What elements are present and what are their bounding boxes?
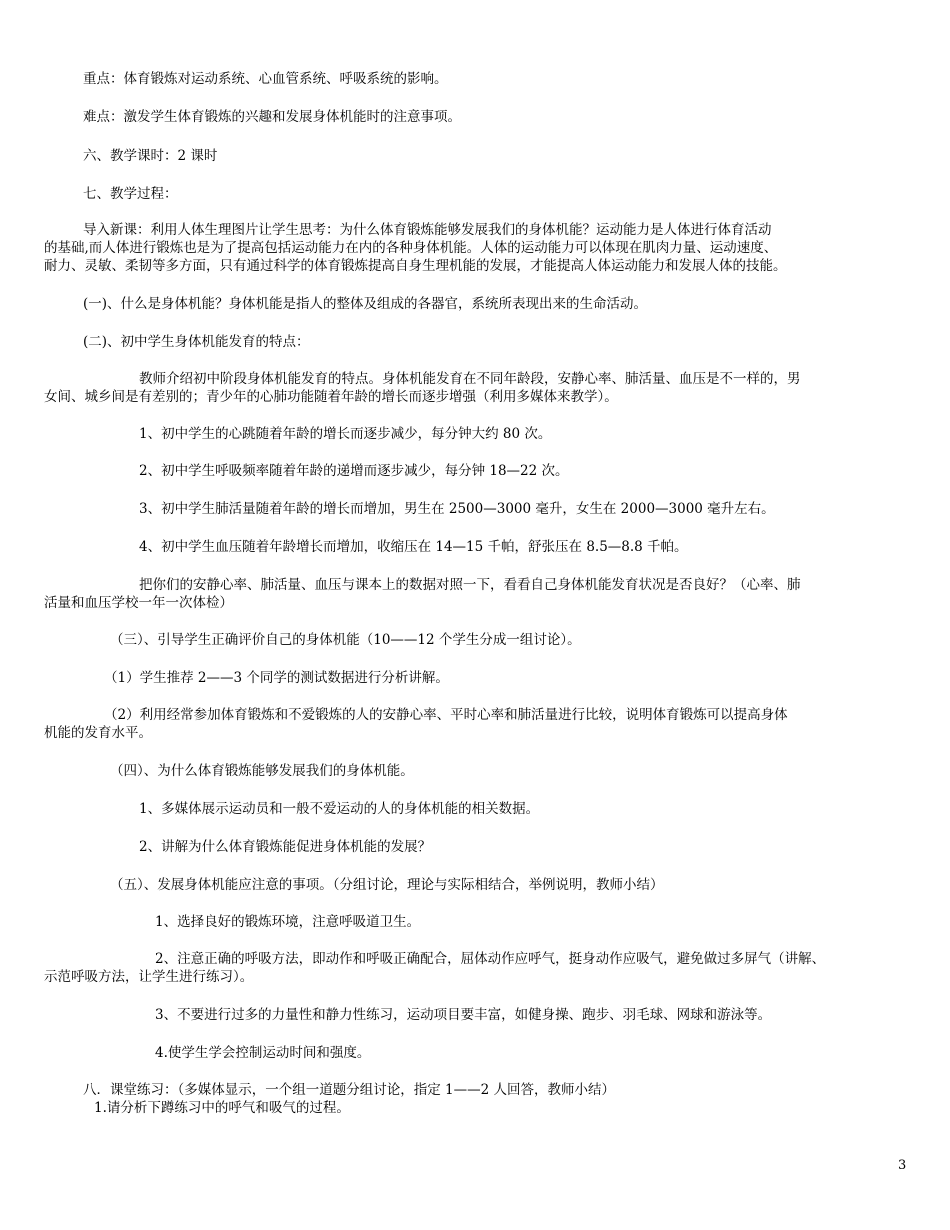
list-item: 2、注意正确的呼吸方法，即动作和呼吸正确配合，屈体动作应呼气，挺身动作应吸气，避免做过多屏气（讲解、 [155, 951, 826, 967]
text-line: 机能的发育水平。 [44, 725, 152, 741]
text-line: 女间、城乡间是有差别的；青少年的心肺功能随着年龄的增长而逐步增强（利用多媒体来教学）。 [44, 389, 618, 405]
page-number: 3 [898, 1158, 907, 1173]
list-item: 1、初中学生的心跳随着年龄的增长而逐步减少，每分钟大约 80 次。 [139, 426, 552, 442]
text-line: （2）利用经常参加体育锻炼和不爱锻炼的人的安静心率、平时心率和肺活量进行比较，说明体育锻炼可以提高身体 [104, 707, 788, 723]
list-item: 1、选择良好的锻炼环境，注意呼吸道卫生。 [155, 914, 421, 930]
text-line: （四）、为什么体育锻炼能够发展我们的身体机能。 [110, 763, 414, 779]
list-item: 3、不要进行过多的力量性和静力性练习，运动项目要丰富，如健身操、跑步、羽毛球、网球和游泳等。 [155, 1007, 772, 1023]
section-heading: 六、教学课时：2 课时 [83, 148, 218, 164]
text-line: 重点：体育锻炼对运动系统、心血管系统、呼吸系统的影响。 [83, 71, 448, 87]
text-line: （五）、发展身体机能应注意的事项。（分组讨论，理论与实际相结合，举例说明，教师小结） [110, 877, 664, 893]
list-item: 4、初中学生血压随着年龄增长而增加，收缩压在 14—15 千帕，舒张压在 8.5—8.8 千帕。 [139, 539, 688, 555]
list-item: 3、初中学生肺活量随着年龄的增长而增加，男生在 2500—3000 毫升，女生在 2000—3000 毫升左右。 [139, 501, 775, 517]
list-item: 2、讲解为什么体育锻炼能促进身体机能的发展？ [139, 839, 432, 855]
section-heading: 八．课堂练习：（多媒体显示，一个组一道题分组讨论，指定 1——2 人回答，教师小结） [83, 1082, 616, 1098]
text-line: 教师介绍初中阶段身体机能发育的特点。身体机能发育在不同年龄段，安静心率、肺活量、血压是不一样的，男 [139, 371, 801, 387]
text-line: 导入新课：利用人体生理图片让学生思考：为什么体育锻炼能够发展我们的身体机能？运动能力是人体进行体育活动 [83, 222, 772, 238]
section-heading: 七、教学过程： [83, 186, 178, 202]
list-item: 4.使学生学会控制运动时间和强度。 [155, 1045, 371, 1061]
list-item: 1.请分析下蹲练习中的呼气和吸气的过程。 [94, 1100, 350, 1116]
text-line: 示范呼吸方法，让学生进行练习）。 [44, 969, 254, 985]
text-line: （三）、引导学生正确评价自己的身体机能（10——12 个学生分成一组讨论）。 [110, 632, 581, 648]
list-item: 1、多媒体展示运动员和一般不爱运动的人的身体机能的相关数据。 [139, 801, 540, 817]
list-item: 2、初中学生呼吸频率随着年龄的递增而逐步减少，每分钟 18—22 次。 [139, 463, 569, 479]
text-line: （1）学生推荐 2——3 个同学的测试数据进行分析讲解。 [104, 670, 449, 686]
text-line: 难点：激发学生体育锻炼的兴趣和发展身体机能时的注意事项。 [83, 109, 461, 125]
text-line: (一)、什么是身体机能？身体机能是指人的整体及组成的各器官，系统所表现出来的生命活动。 [83, 296, 648, 312]
text-line: (二)、初中学生身体机能发育的特点： [83, 334, 310, 350]
text-line: 的基础,而人体进行锻炼也是为了提高包括运动能力在内的各种身体机能。人体的运动能力可以体现在肌肉力量、运动速度、 [44, 240, 778, 256]
text-line: 把你们的安静心率、肺活量、血压与课本上的数据对照一下，看看自己身体机能发育状况是否良好？（心率、肺 [139, 577, 801, 593]
text-line: 活量和血压学校一年一次体检） [44, 595, 233, 611]
text-line: 耐力、灵敏、柔韧等多方面，只有通过科学的体育锻炼提高自身生理机能的发展，才能提高人体运动能力和发展人体的技能。 [44, 258, 787, 274]
